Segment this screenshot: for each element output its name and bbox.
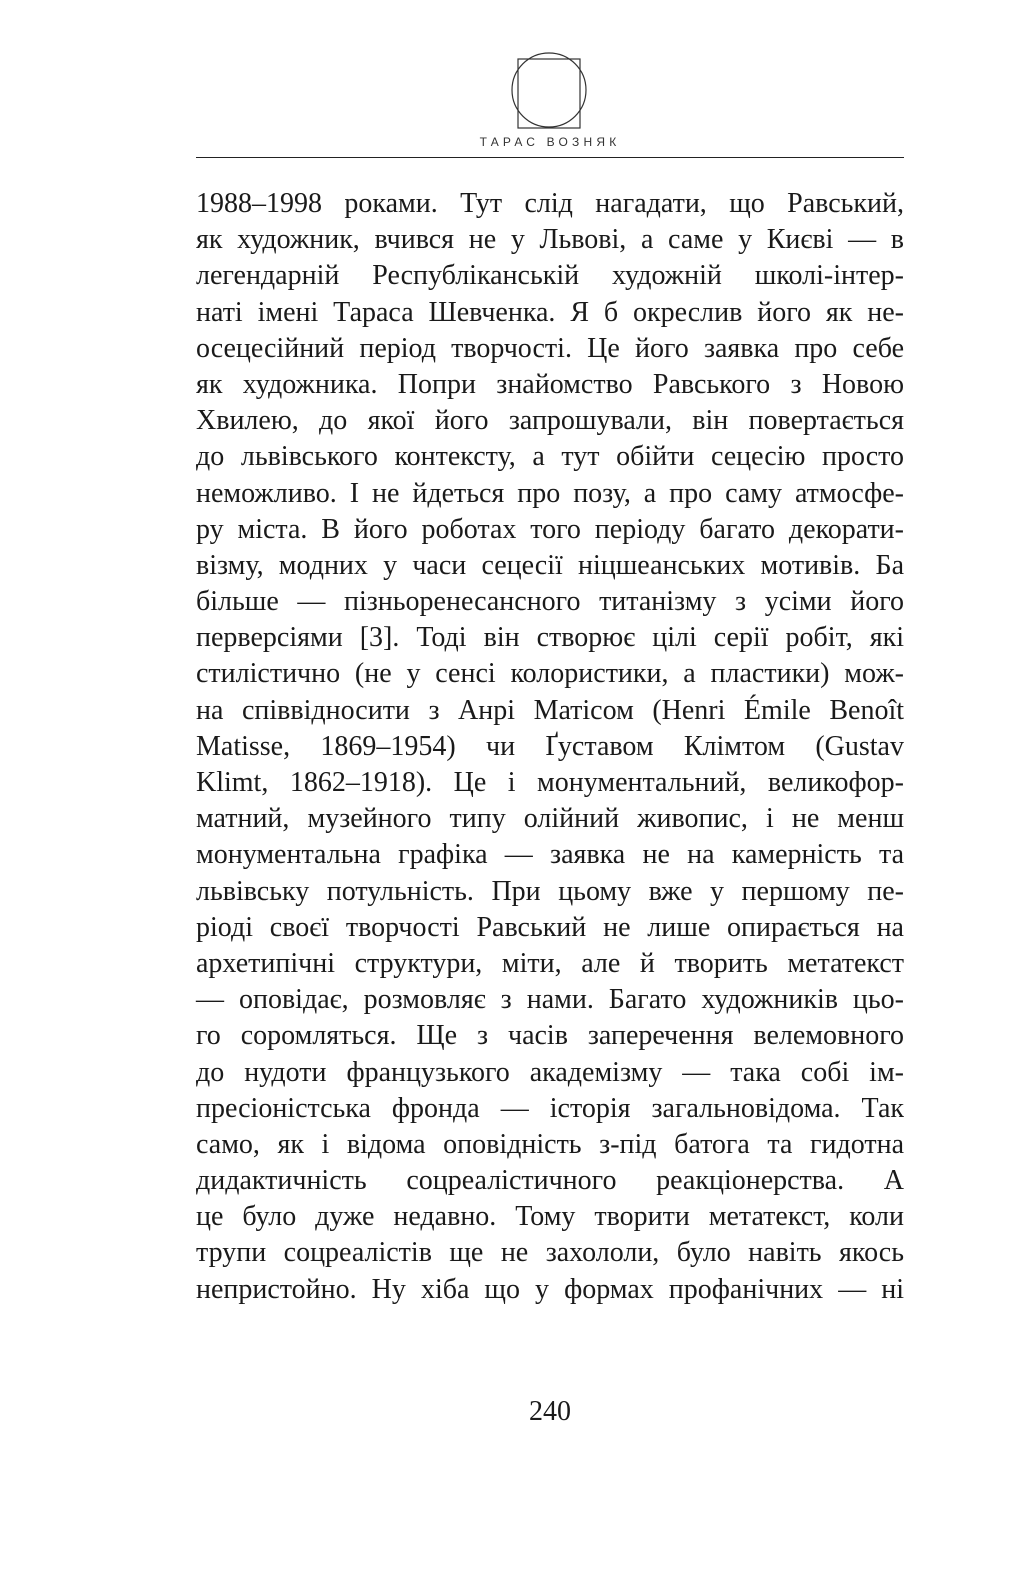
text-line: наті імені Тараса Шевченка. Я б окреслив його як не- (196, 296, 904, 328)
text-line: до львівського контексту, а тут обійти сецесію просто (196, 441, 904, 473)
circle-square-emblem-icon (510, 46, 588, 130)
text-line: матний, музейного типу олійний живопис, і не менш (196, 803, 904, 835)
text-line: неможливо. І не йдеться про позу, а про саму атмосфе- (196, 477, 904, 509)
text-line: як художника. Попри знайомство Равського з Новою (196, 368, 904, 400)
text-line: осецесійний період творчості. Це його заявка про себе (196, 332, 904, 364)
text-line: 1988–1998 роками. Тут слід нагадати, що Равський, (196, 188, 904, 219)
text-line: перверсіями [3]. Тоді він створює цілі серії робіт, які (196, 622, 904, 654)
text-line: Klimt, 1862–1918). Це і монументальний, великофор- (196, 767, 904, 798)
text-line: стилістично (не у сенсі колористики, а пластики) мож- (196, 658, 904, 690)
running-head: ТАРАС ВОЗНЯК (479, 135, 621, 149)
text-line: Matisse, 1869–1954) чи Ґуставом Клімтом (Gustav (196, 730, 904, 762)
text-line: само, як і відома оповідність з-під батога та гидотна (196, 1128, 904, 1160)
text-line: го соромляться. Ще з часів заперечення велемовного (196, 1020, 904, 1052)
text-line: як художник, вчився не у Львові, а саме у Києві — в (196, 224, 904, 256)
text-line: Хвилею, до якої його запрошували, він повертається (196, 405, 904, 437)
text-line: непристойно. Ну хіба що у формах профанічних — ні (196, 1273, 904, 1305)
page-number: 240 (529, 1396, 571, 1427)
text-line: легендарній Республіканській художній школі-інтер- (196, 260, 904, 292)
body-text (196, 186, 904, 1308)
text-line: монументальна графіка — заявка не на камерність та (196, 839, 904, 871)
text-line: львівську потульність. При цьому вже у першому пе- (196, 875, 904, 907)
text-line: візму, модних у часи сецесії ніцшеанських мотивів. Ба (196, 549, 904, 581)
text-line: архетипічні структури, міти, але й творить метатекст (196, 947, 904, 979)
text-line: — оповідає, розмовляє з нами. Багато художників цьо- (196, 984, 904, 1016)
text-line: ріоді своєї творчості Равський не лише опирається на (196, 911, 904, 943)
text-line: на співвідносити з Анрі Матісом (Henri Émile Benoît (196, 694, 904, 726)
text-line: трупи соцреалістів ще не захололи, було навіть якось (196, 1237, 904, 1269)
text-line: ру міста. В його роботах того періоду багато декорати- (196, 513, 904, 545)
header-rule (196, 157, 904, 158)
text-line: більше — пізньоренесансного титанізму з усіми його (196, 586, 904, 618)
text-line: це було дуже недавно. Тому творити метатекст, коли (196, 1201, 904, 1233)
text-line: дидактичність соцреалістичного реакціонерства. А (196, 1165, 904, 1197)
text-line: до нудоти французького академізму — така собі ім- (196, 1056, 904, 1088)
text-line: пресіоністська фронда — історія загальновідома. Так (196, 1092, 904, 1124)
